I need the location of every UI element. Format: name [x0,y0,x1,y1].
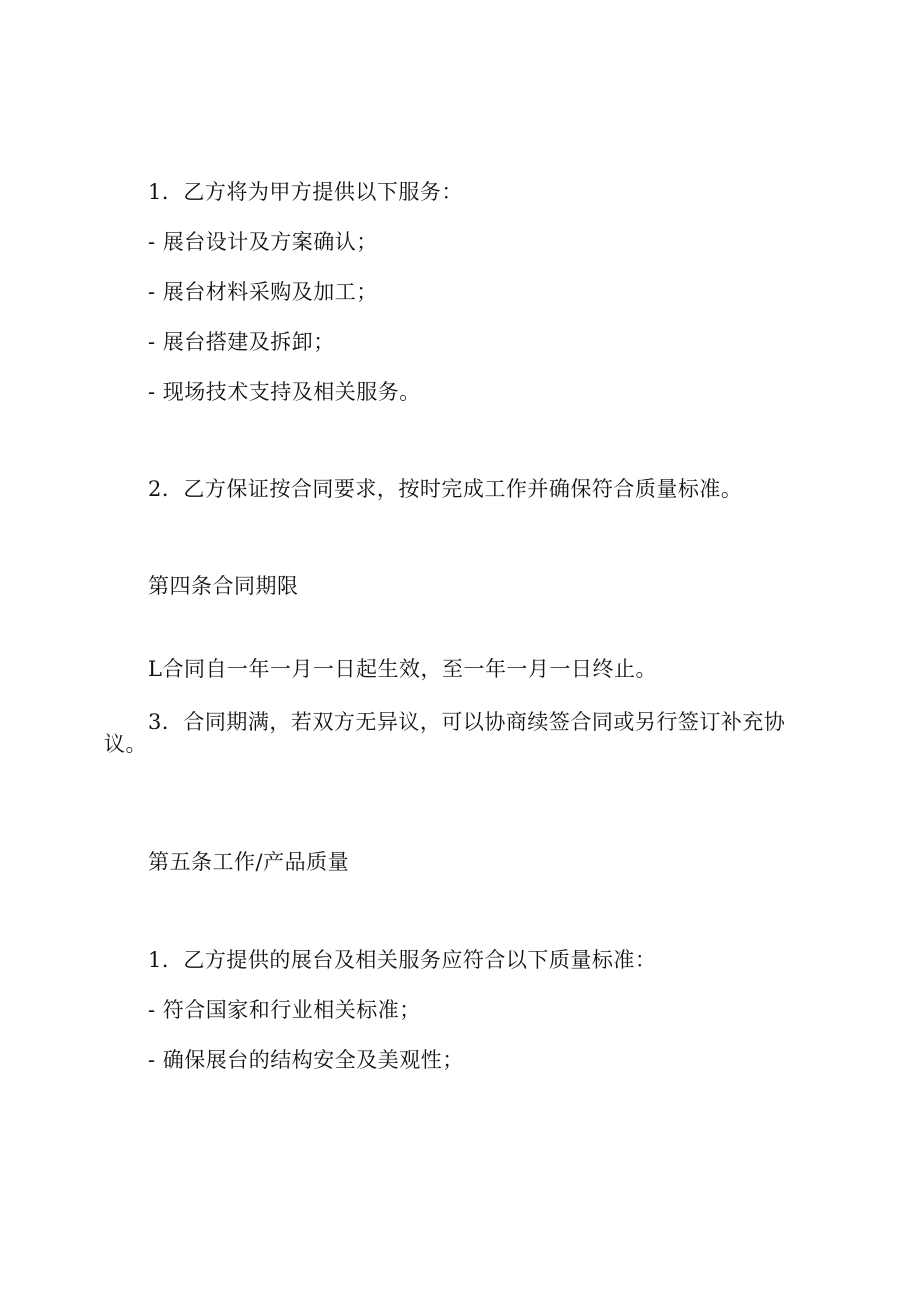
section3-item2: 2．乙方保证按合同要求，按时完成工作并确保符合质量标准。 [148,477,743,501]
section5-heading: 第五条工作/产品质量 [148,850,350,874]
section3-bullet-2: - 展台材料采购及加工； [148,280,378,304]
section3-bullet-3: - 展台搭建及拆卸； [148,330,335,354]
section3-bullet-1: - 展台设计及方案确认； [148,230,378,254]
section4-heading: 第四条合同期限 [148,574,299,598]
section5-item1: 1．乙方提供的展台及相关服务应符合以下质量标准： [148,948,657,972]
section5-bullet-1: - 符合国家和行业相关标准； [148,998,421,1022]
section4-item3-line2: 议。 [104,732,147,756]
section5-bullet-2: - 确保展台的结构安全及美观性； [148,1048,464,1072]
section3-item1: 1．乙方将为甲方提供以下服务： [148,180,463,204]
section3-bullet-4: - 现场技术支持及相关服务。 [148,380,421,404]
section4-item1: L合同自一年一月一日起生效，至一年一月一日终止。 [148,657,657,681]
section4-item3-line1: 3．合同期满，若双方无异议，可以协商续签合同或另行签订补充协 [148,710,786,734]
